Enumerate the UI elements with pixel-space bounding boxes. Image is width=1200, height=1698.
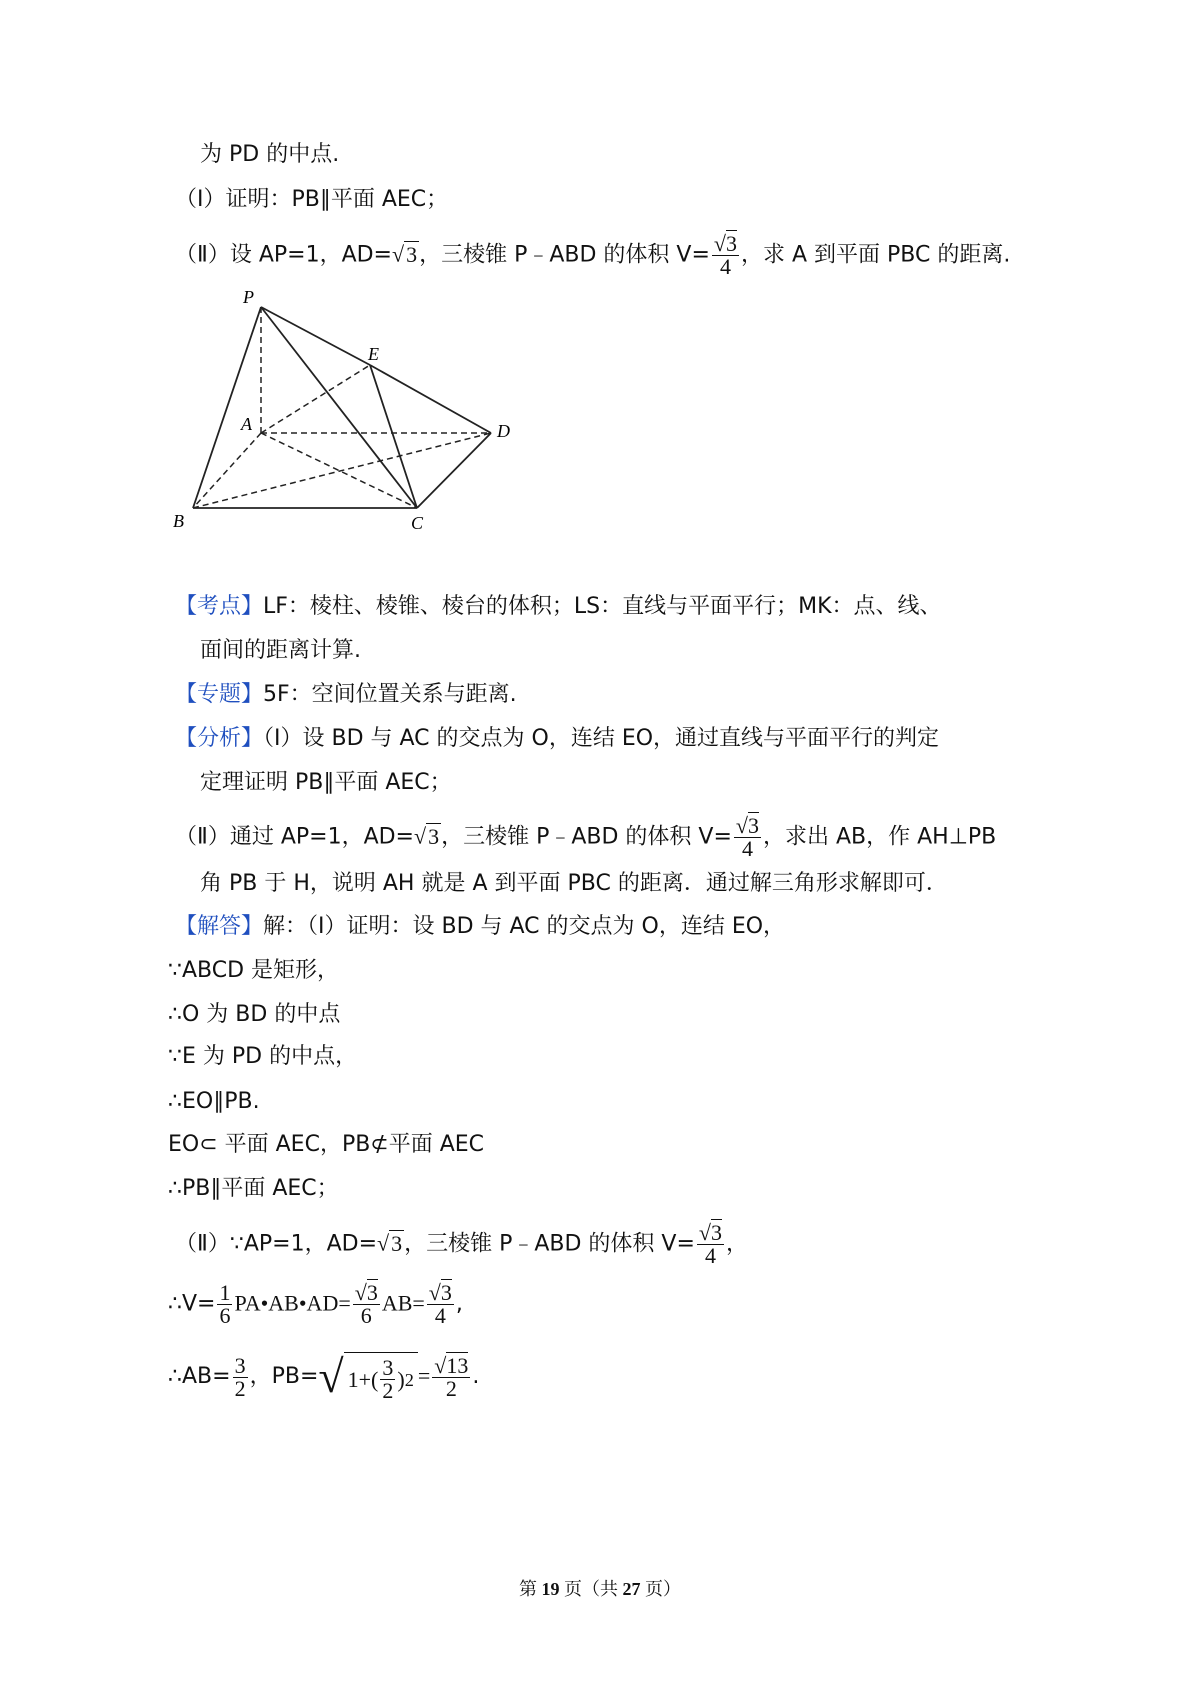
label-D: D bbox=[497, 421, 510, 441]
jieda-l1: ∵ABCD 是矩形， bbox=[168, 958, 340, 983]
fraction-3-over-2: $\frac{3}{2}$ bbox=[234, 1352, 246, 1401]
fenxi-part-2: （Ⅱ）通过 AP=1，AD=√3，三棱锥 P﹣ABD 的体积 V= $\frac{√3}{4}$ ，求出 AB，作 AH⊥PB bbox=[175, 813, 997, 861]
total-pages: 27 bbox=[622, 1579, 641, 1599]
fraction-sqrt13-over-2: $\frac{√13}{2}$ bbox=[434, 1352, 469, 1401]
edge-PC bbox=[261, 307, 417, 508]
jieda-l5: EO⊂ 平面 AEC，PB⊄平面 AEC bbox=[168, 1132, 485, 1157]
sqrt-expression: √ 1+( $\frac{3}{2}$ ) 2 bbox=[318, 1352, 417, 1402]
fenxi-tag: 【分析】 bbox=[175, 726, 264, 751]
fraction-sqrt3-over-4: $\frac{√3}{4}$ bbox=[428, 1280, 452, 1328]
jieda-text: 解：（Ⅰ）证明：设 BD 与 AC 的交点为 O，连结 EO， bbox=[263, 914, 786, 939]
problem-part-2-c: ，求 A 到平面 PBC 的距离. bbox=[740, 242, 1011, 268]
kaodian-text: LF：棱柱、棱锥、棱台的体积；LS：直线与平面平行；MK：点、线、 bbox=[263, 594, 942, 619]
fraction-sqrt3-over-4: $\frac{√3}{4}$ bbox=[698, 1220, 722, 1268]
page-footer: 第 19 页（共 27 页） bbox=[519, 1579, 681, 1599]
sqrt-3: √3 bbox=[377, 1230, 403, 1256]
label-P: P bbox=[243, 287, 254, 307]
problem-part-2-b: ，三棱锥 P﹣ABD 的体积 V= bbox=[419, 242, 710, 268]
jieda bbox=[175, 912, 785, 942]
label-C: C bbox=[411, 513, 424, 533]
edge-PE bbox=[261, 307, 370, 365]
fenxi-part-2-cont: 角 PB 于 H，说明 AH 就是 A 到平面 PBC 的距离．通过解三角形求解即可． bbox=[200, 871, 948, 896]
edge-CD bbox=[417, 433, 491, 508]
jieda-tag: 【解答】 bbox=[175, 914, 264, 939]
fraction-sqrt3-over-6: $\frac{√3}{6}$ bbox=[354, 1280, 378, 1328]
sqrt-3: √3 bbox=[392, 241, 418, 267]
label-B: B bbox=[173, 511, 184, 531]
jieda-l9: ∴AB= $\frac{3}{2}$ ，PB= √ 1+( $\frac{3}{2}$ ) 2 = $\frac{√13}{2}$ . bbox=[168, 1351, 480, 1403]
edge-PB bbox=[193, 307, 261, 508]
zhuanti-text: 5F：空间位置关系与距离. bbox=[263, 682, 517, 707]
problem-part-2-a: （Ⅱ）设 AP=1，AD= bbox=[175, 242, 392, 268]
edge-AE bbox=[261, 365, 370, 433]
zhuanti bbox=[175, 680, 517, 710]
kaodian-tag: 【考点】 bbox=[175, 594, 264, 619]
jieda-l6: ∴PB∥平面 AEC； bbox=[168, 1176, 339, 1201]
edge-BD bbox=[193, 433, 491, 508]
kaodian-cont: 面间的距离计算. bbox=[200, 638, 361, 663]
fenxi-cont: 定理证明 PB∥平面 AEC； bbox=[200, 770, 452, 795]
edge-AB bbox=[193, 433, 261, 508]
label-A: A bbox=[241, 414, 252, 434]
fraction-sqrt3-over-4: $\frac{√3}{4}$ bbox=[713, 231, 737, 279]
jieda-l7: （Ⅱ）∵AP=1，AD=√3，三棱锥 P﹣ABD 的体积 V= $\frac{√3}{4}$ ， bbox=[175, 1220, 748, 1268]
jieda-l4: ∴EO∥PB. bbox=[168, 1089, 260, 1114]
kaodian bbox=[175, 592, 942, 622]
fenxi bbox=[175, 724, 939, 754]
label-E: E bbox=[368, 344, 379, 364]
fraction-sqrt3-over-4: $\frac{√3}{4}$ bbox=[735, 813, 759, 861]
jieda-l3: ∵E 为 PD 的中点， bbox=[168, 1044, 358, 1069]
pyramid-figure bbox=[165, 285, 535, 545]
page-number: 19 bbox=[541, 1579, 560, 1599]
fenxi-text: （Ⅰ）设 BD 与 AC 的交点为 O，连结 EO，通过直线与平面平行的判定 bbox=[263, 726, 940, 751]
problem-part-2 bbox=[175, 233, 1010, 278]
jieda-l8: ∴V= $\frac{1}{6}$ PA•AB•AD= $\frac{√3}{6}$ AB= $\frac{√3}{4}$ , bbox=[168, 1280, 463, 1328]
sqrt-3: √3 bbox=[414, 823, 440, 849]
zhuanti-tag: 【专题】 bbox=[175, 682, 264, 707]
problem-part-1: （Ⅰ）证明：PB∥平面 AEC； bbox=[175, 187, 449, 212]
jieda-l2: ∴O 为 BD 的中点 bbox=[168, 1002, 341, 1027]
problem-line-0: 为 PD 的中点. bbox=[200, 142, 340, 167]
fraction-1-over-6: $\frac{1}{6}$ bbox=[219, 1280, 231, 1328]
